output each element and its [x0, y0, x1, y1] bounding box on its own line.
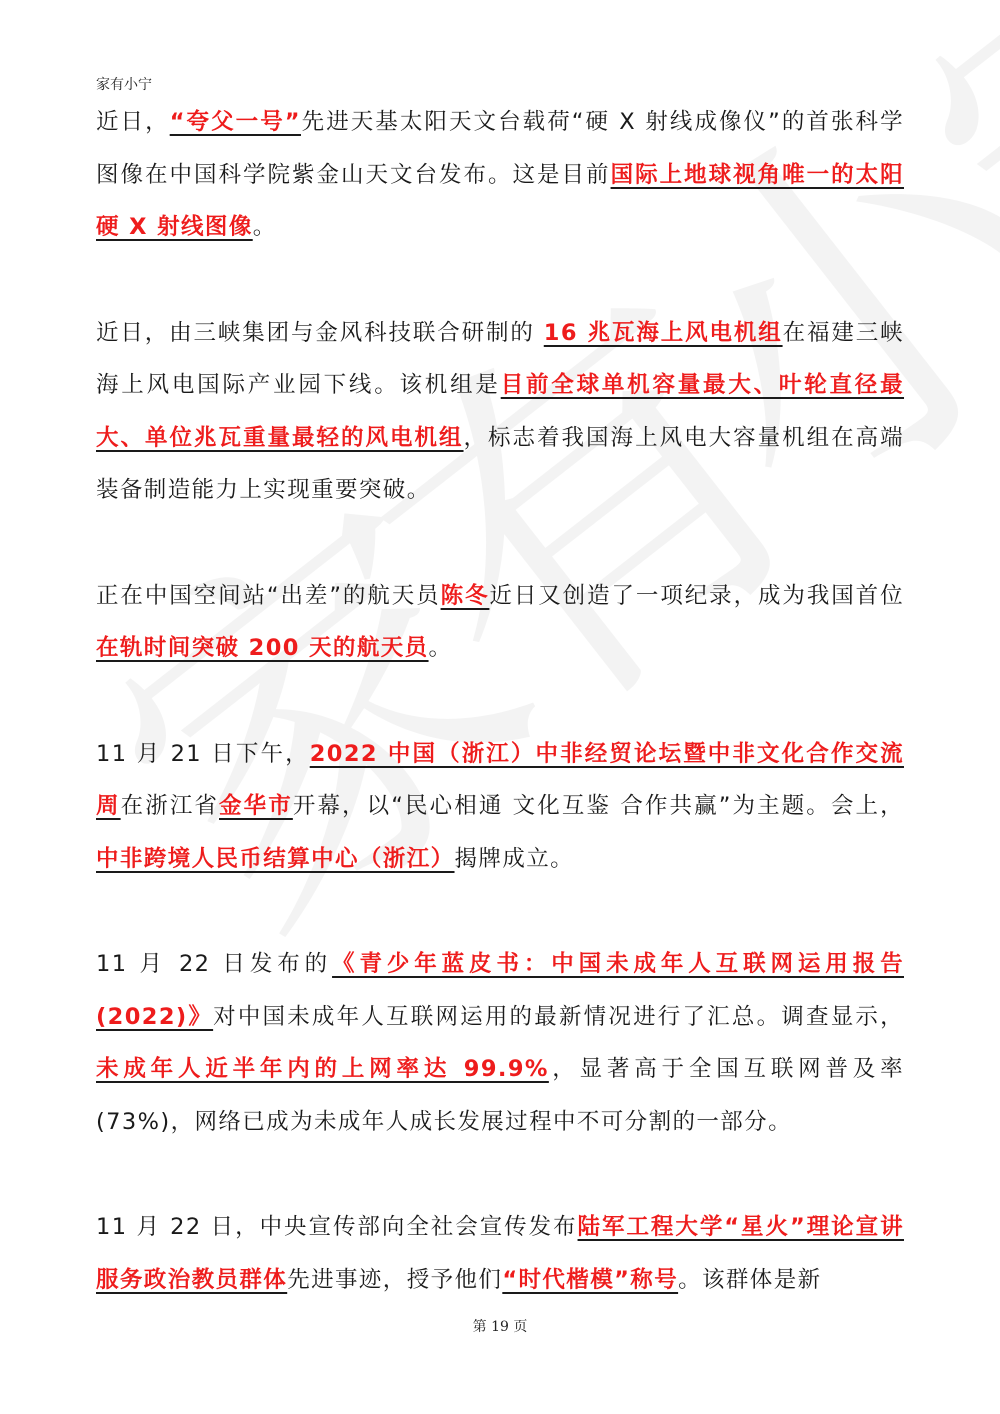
news-paragraph-6 [96, 1201, 904, 1306]
text-segment: 对中国未成年人互联网运用的最新情况进行了汇总。调查显示， [213, 1003, 905, 1030]
text-segment: 在浙江省 [120, 793, 220, 819]
text-segment: 揭牌成立。 [454, 845, 575, 872]
page-header: 家有小宁 [96, 77, 152, 93]
text-segment: 在福建三峡海上风电国际产业园下线。该机组是 [96, 319, 904, 398]
news-paragraph-1 [96, 96, 904, 254]
news-paragraph-5 [96, 938, 904, 1148]
text-segment: ，标志着我国海上风电大容量机组在高端装备制造能力上实现重要突破。 [96, 424, 904, 503]
text-segment: 。 [428, 635, 453, 661]
text-segment: 正在中国空间站“出差”的航天员 [96, 582, 441, 609]
news-paragraph-4 [96, 728, 904, 886]
text-segment: 开幕，以“民心相通 文化互鉴 合作共赢”为主题。会上， [292, 793, 905, 819]
page-number: 第 19 页 [472, 1319, 528, 1335]
news-paragraph-3 [96, 570, 904, 675]
text-segment: 近日，由三峡集团与金风科技联合研制的 [96, 319, 544, 346]
text-segment: 11 月 22 日，中央宣传部向全社会宣传发布 [96, 1214, 578, 1240]
text-segment: 近日， [96, 109, 170, 135]
highlight-spark-group: 陆军工程大学“星火”理论宣讲服务政治教员群体 [96, 1214, 904, 1293]
highlight-china-africa-forum: 2022 中国（浙江）中非经贸论坛暨中非文化合作交流周 [96, 740, 904, 819]
text-segment: 。该群体是新 [678, 1266, 822, 1293]
highlight-role-model-title: “时代楷模”称号 [502, 1266, 679, 1293]
text-segment: 11 月 21 日下午， [96, 740, 310, 767]
highlight-kuafu-1: “夸父一号” [169, 109, 301, 135]
highlight-turbine-records: 目前全球单机容量最大、叶轮直径最大、单位兆瓦重量最轻的风电机组 [96, 372, 905, 451]
text-segment: 11 月 22 日发布的 [96, 951, 333, 977]
text-segment: 。 [252, 214, 277, 240]
text-segment: 先进事迹，授予他们 [287, 1266, 503, 1293]
highlight-16mw-turbine: 16 兆瓦海上风电机组 [543, 319, 783, 346]
text-segment: 近日又创造了一项纪录，成为我国首位 [489, 582, 904, 609]
news-paragraph-2 [96, 307, 904, 517]
highlight-internet-rate: 未成年人近半年内的上网率达 99.9% [96, 1056, 549, 1082]
highlight-rmb-settlement-center: 中非跨境人民币结算中心（浙江） [96, 845, 455, 872]
highlight-chen-dong: 陈冬 [440, 582, 490, 609]
text-segment: ，显著高于全国互联网普及率(73%)，网络已成为未成年人成长发展过程中不可分割的一部分。 [96, 1056, 904, 1135]
document-body [96, 96, 904, 1306]
text-segment: 先进天基太阳天文台载荷“硬 X 射线成像仪”的首张科学图像在中国科学院紫金山天文台发布。这是目前 [96, 109, 904, 188]
highlight-hard-xray-image: 国际上地球视角唯一的太阳硬 X 射线图像 [96, 161, 904, 240]
highlight-blue-book: 《青少年蓝皮书：中国未成年人互联网运用报告(2022)》 [96, 951, 904, 1030]
highlight-200-days: 在轨时间突破 200 天的航天员 [96, 635, 429, 661]
highlight-jinhua: 金华市 [219, 793, 293, 819]
